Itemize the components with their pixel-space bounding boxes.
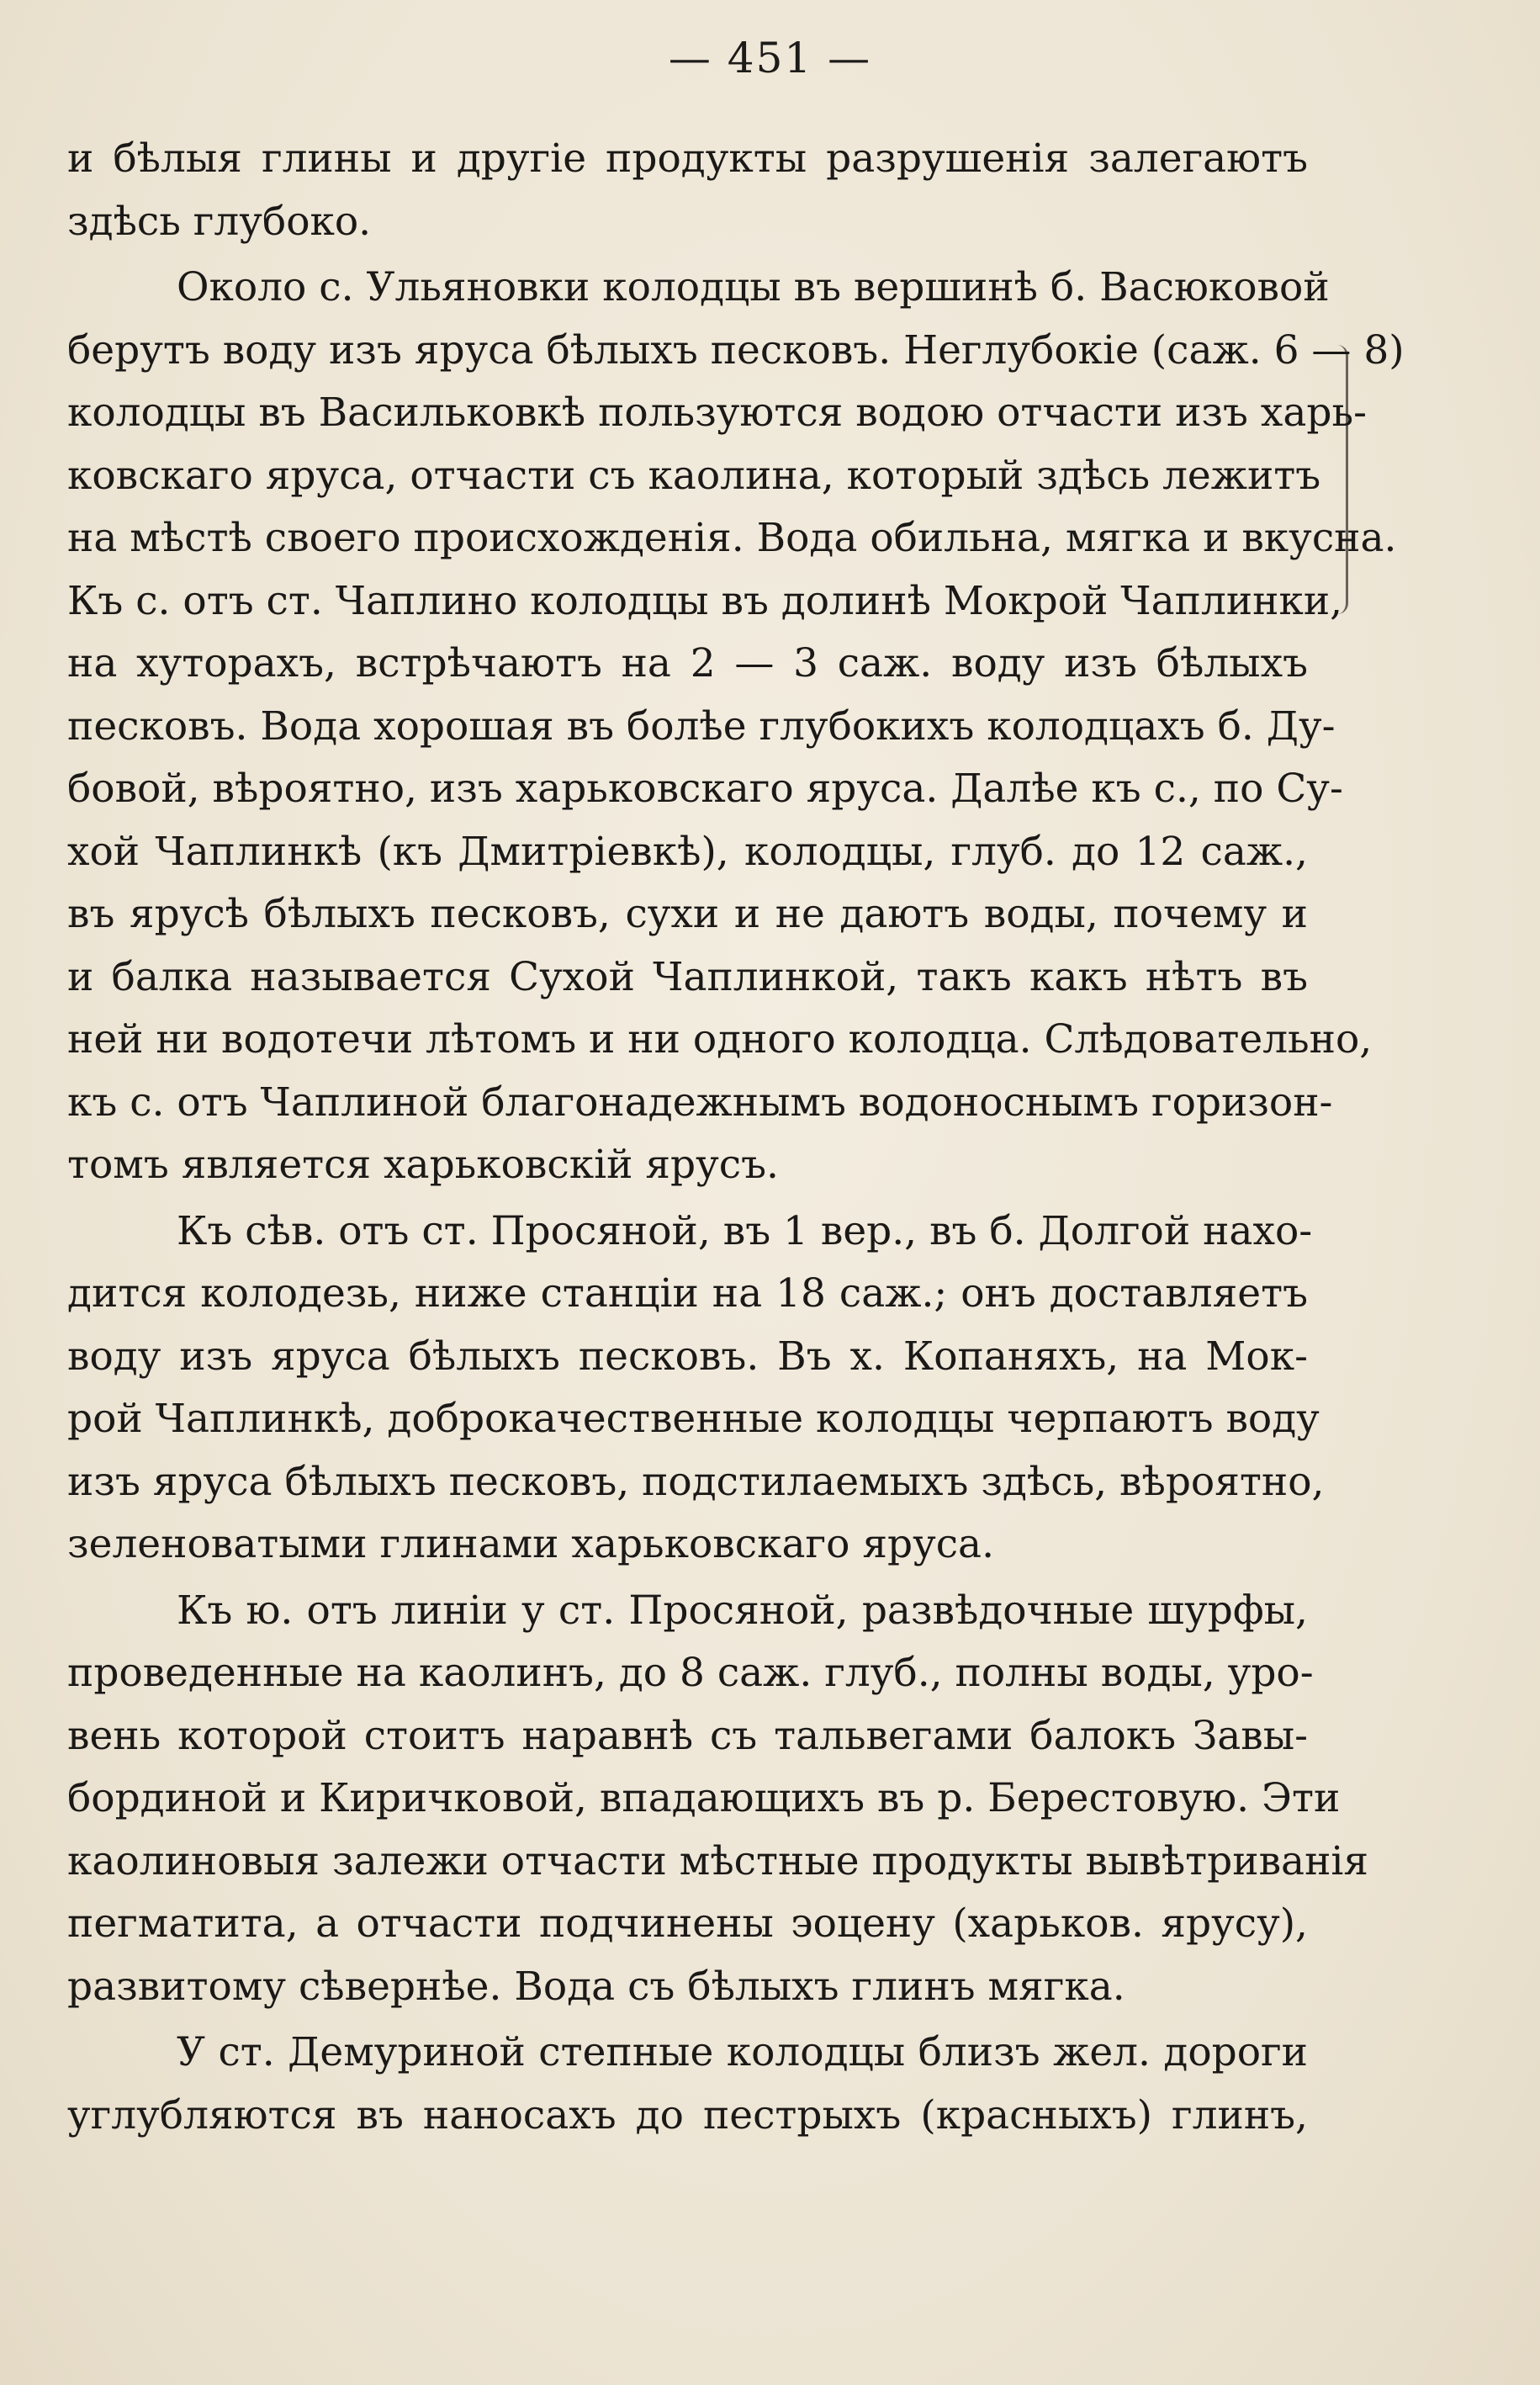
text-line: Къ ю. отъ линіи у ст. Просяной, развѣдочные шурфы, bbox=[177, 1587, 1308, 1634]
text-line: и балка называется Сухой Чаплинкой, такъ какъ нѣтъ въ bbox=[67, 953, 1308, 1000]
body-text bbox=[67, 128, 1405, 2147]
text-line: бовой, вѣроятно, изъ харьковскаго яруса. Далѣе къ с., по Су- bbox=[67, 766, 1343, 812]
page-number: — 451 — bbox=[668, 34, 872, 82]
text-line: хой Чаплинкѣ (къ Дмитріевкѣ), колодцы, глуб. до 12 саж., bbox=[67, 828, 1308, 875]
text-line: проведенные на каолинъ, до 8 саж. глуб., полны воды, уро- bbox=[67, 1650, 1314, 1696]
text-line: рой Чаплинкѣ, доброкачественные колодцы черпаютъ воду bbox=[67, 1396, 1320, 1442]
text-line: У ст. Демуриной степные колодцы близъ жел. дороги bbox=[177, 2029, 1308, 2075]
text-line: колодцы въ Васильковкѣ пользуются водою отчасти изъ харь- bbox=[67, 390, 1367, 436]
text-line: песковъ. Вода хорошая въ болѣе глубокихъ колодцахъ б. Ду- bbox=[67, 702, 1336, 750]
text-line: зеленоватыми глинами харьковскаго яруса. bbox=[67, 1521, 995, 1567]
text-line: здѣсь глубоко. bbox=[67, 198, 372, 245]
text-line: каолиновыя залежи отчасти мѣстные продукты вывѣтриванія bbox=[67, 1837, 1369, 1884]
text-line: томъ является харьковскій ярусъ. bbox=[67, 1142, 779, 1188]
text-line: бординой и Киричковой, впадающихъ въ р. Берестовую. Эти bbox=[67, 1775, 1341, 1821]
text-line: вень которой стоитъ наравнѣ съ тальвегами балокъ Завы- bbox=[67, 1712, 1308, 1759]
text-line: дится колодезь, ниже станціи на 18 саж.; онъ доставляетъ bbox=[67, 1270, 1308, 1317]
text-line: въ ярусѣ бѣлыхъ песковъ, сухи и не даютъ воды, почему и bbox=[67, 891, 1308, 937]
text-line: на хуторахъ, встрѣчаютъ на 2 — 3 саж. воду изъ бѣлыхъ bbox=[67, 640, 1308, 686]
text-line: Къ с. отъ ст. Чаплино колодцы въ долинѣ Мокрой Чаплинки, bbox=[67, 577, 1343, 624]
text-line: изъ яруса бѣлыхъ песковъ, подстилаемыхъ здѣсь, вѣроятно, bbox=[67, 1458, 1325, 1505]
text-line: углубляются въ наносахъ до пестрыхъ (красныхъ) глинъ, bbox=[67, 2091, 1308, 2139]
text-line: Около с. Ульяновки колодцы въ вершинѣ б. Васюковой bbox=[177, 264, 1330, 310]
text-line: къ с. отъ Чаплиной благонадежнымъ водоноснымъ горизон- bbox=[67, 1079, 1333, 1126]
text-line: берутъ воду изъ яруса бѣлыхъ песковъ. Неглубокіе (саж. 6 — 8) bbox=[67, 326, 1405, 374]
text-line: и бѣлыя глины и другіе продукты разрушенія залегаютъ bbox=[67, 135, 1308, 182]
text-line: ковскаго яруса, отчасти съ каолина, который здѣсь лежитъ bbox=[67, 452, 1321, 499]
text-line: пегматита, а отчасти подчинены эоцену (харьков. ярусу), bbox=[67, 1900, 1308, 1947]
text-line: ней ни водотечи лѣтомъ и ни одного колодца. Слѣдовательно, bbox=[67, 1016, 1373, 1063]
margin-pencil-mark bbox=[1337, 345, 1348, 614]
text-line: Къ сѣв. отъ ст. Просяной, въ 1 вер., въ б. Долгой нахо- bbox=[177, 1207, 1313, 1254]
text-line: развитому сѣвернѣе. Вода съ бѣлыхъ глинъ мягка. bbox=[67, 1963, 1125, 2010]
text-line: воду изъ яруса бѣлыхъ песковъ. Въ х. Копаняхъ, на Мок- bbox=[67, 1333, 1308, 1380]
text-line: на мѣстѣ своего происхожденія. Вода обильна, мягка и вкусна. bbox=[67, 515, 1397, 561]
